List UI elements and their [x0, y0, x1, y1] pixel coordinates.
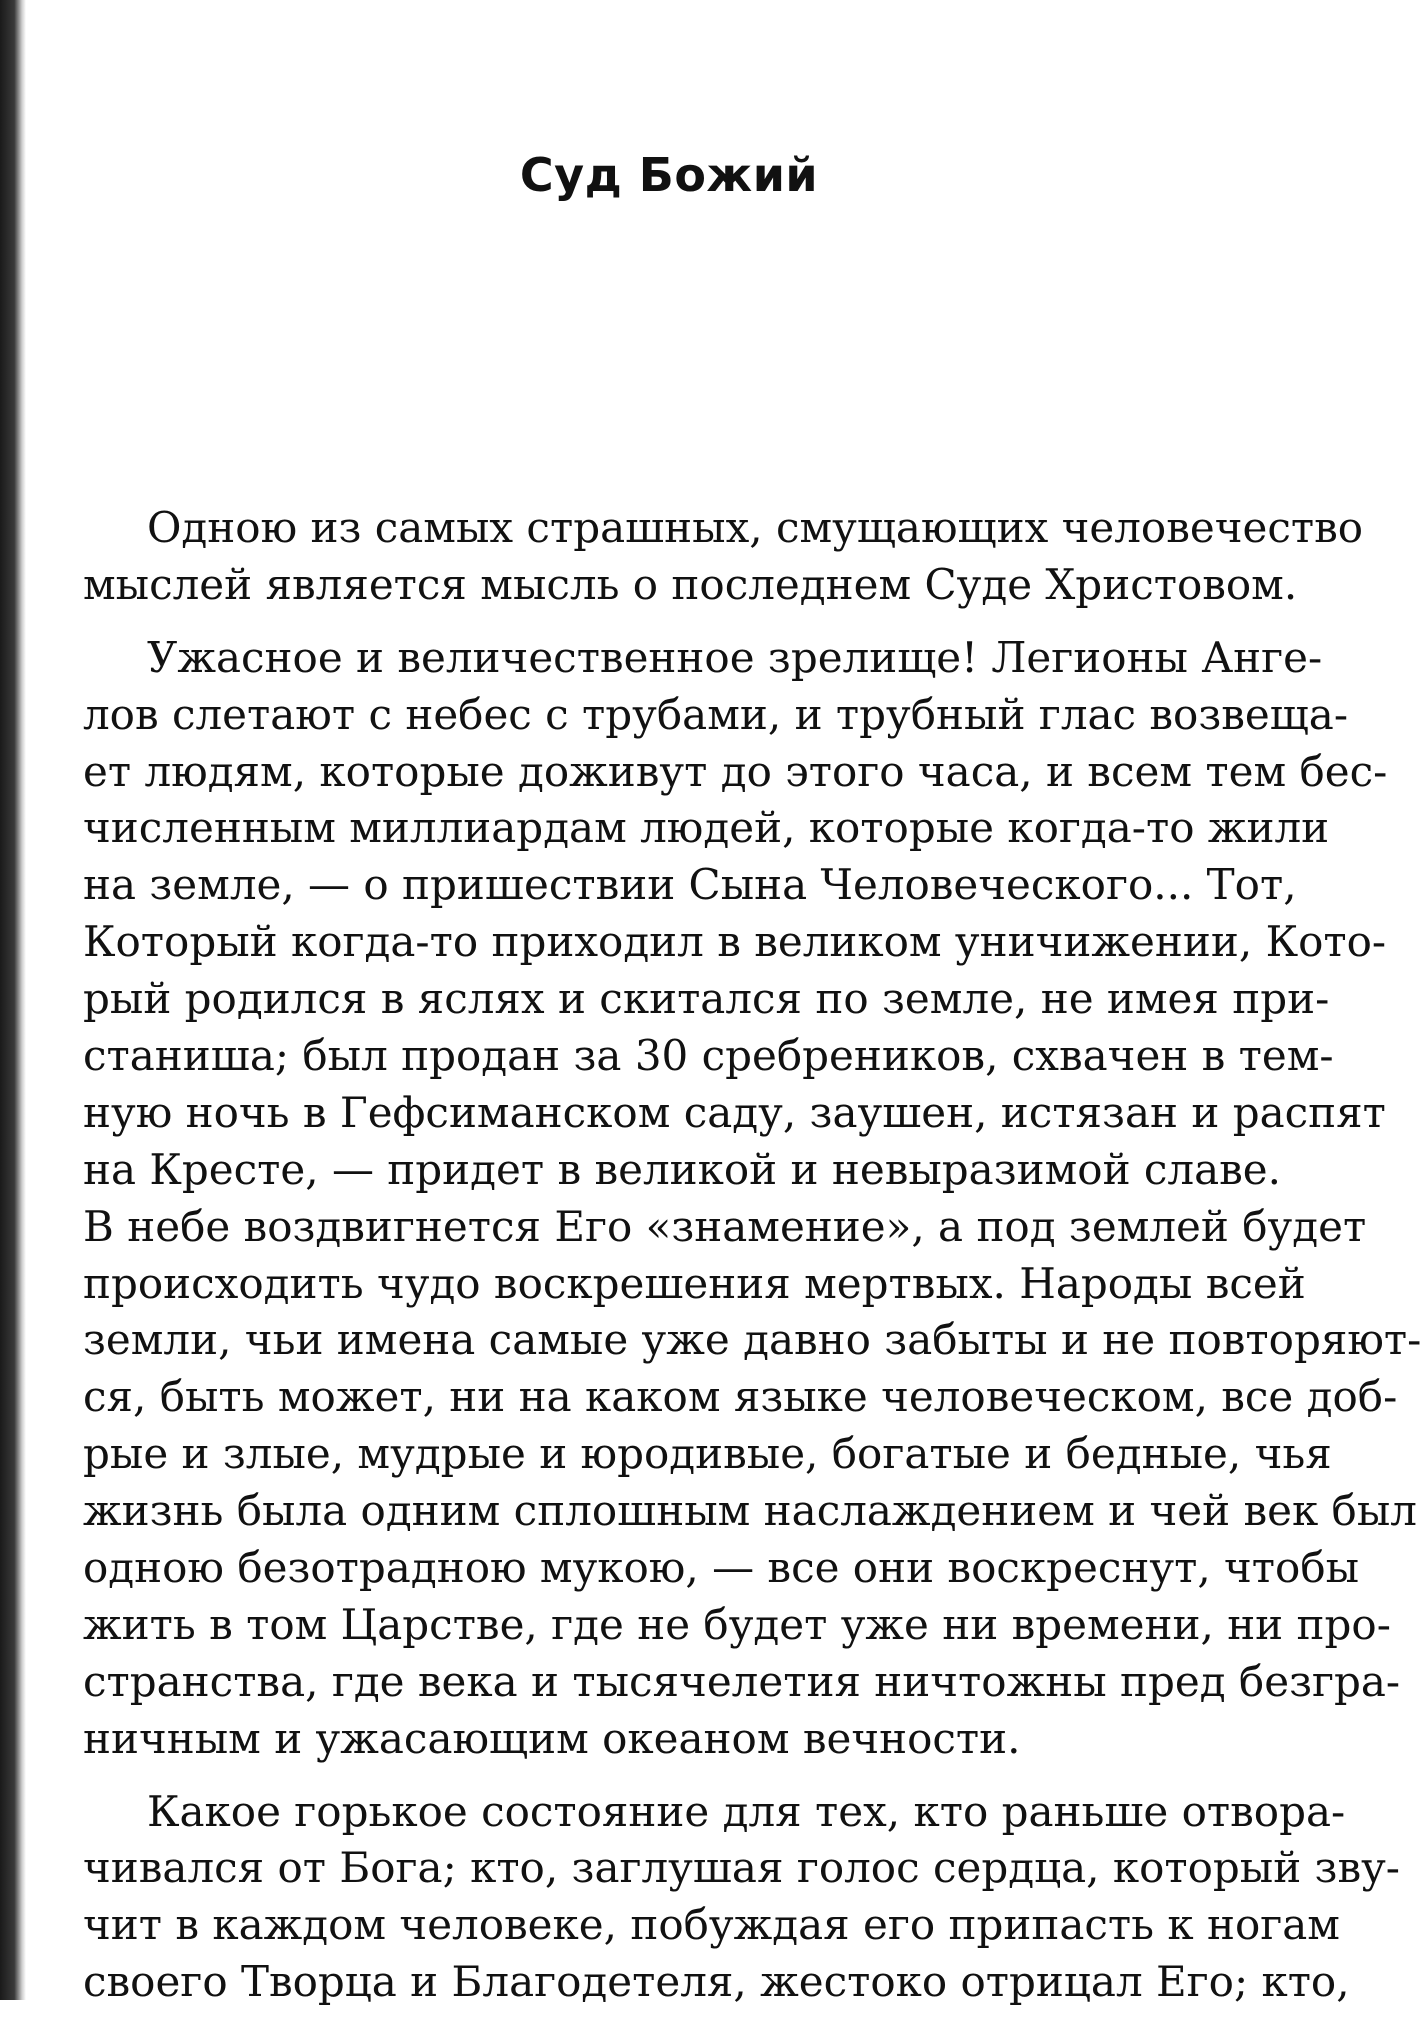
text-line: ет людям, которые доживут до этого часа, и всем тем бес-: [83, 746, 1388, 796]
text-line: на земле, — о пришествии Сына Человеческого... Тот,: [83, 860, 1297, 910]
text-line: рые и злые, мудрые и юродивые, богатые и бедные, чья: [83, 1429, 1332, 1479]
text-line: Какое горькое состояние для тех, кто раньше отвора-: [147, 1786, 1346, 1836]
paragraph: [83, 630, 1421, 1768]
text-line: чит в каждом человеке, побуждая его припасть к ногам: [83, 1900, 1340, 1950]
text-line: рый родился в яслях и скитался по земле, не имея при-: [83, 974, 1330, 1024]
text-line: жизнь была одним сплошным наслаждением и чей век был: [83, 1486, 1417, 1536]
paragraph: [83, 1784, 1400, 2012]
text-line: станиша; был продан за 30 сребреников, схвачен в тем-: [83, 1031, 1334, 1081]
text-line: одною безотрадною мукою, — все они воскреснут, чтобы: [83, 1543, 1360, 1593]
text-line: происходить чудо воскрешения мертвых. Народы всей: [83, 1258, 1306, 1308]
text-line: ничным и ужасающим океаном вечности.: [83, 1713, 1021, 1763]
paragraph: [83, 500, 1364, 614]
text-line: лов слетают с небес с трубами, и трубный глас возвеща-: [83, 689, 1349, 739]
text-line: своего Творца и Благодетеля, жестоко отрицал Его; кто,: [83, 1957, 1350, 2007]
chapter-body: [83, 500, 1421, 2027]
text-line: мыслей является мысль о последнем Суде Христовом.: [83, 559, 1298, 609]
text-line: Который когда-то приходил в великом уничижении, Кото-: [83, 917, 1387, 967]
text-line: ную ночь в Гефсиманском саду, заушен, истязан и распят: [83, 1087, 1386, 1137]
chapter-title: Суд Божий: [519, 148, 819, 202]
text-line: численным миллиардам людей, которые когда-то жили: [83, 803, 1330, 853]
text-line: Ужасное и величественное зрелище! Легионы Анге-: [147, 632, 1323, 682]
text-line: на Кресте, — придет в великой и невыразимой славе.: [83, 1144, 1282, 1194]
text-line: Одною из самых страшных, смущающих человечество: [147, 503, 1364, 552]
text-line: ся, быть может, ни на каком языке человеческом, все доб-: [83, 1372, 1398, 1422]
text-line: чивался от Бога; кто, заглушая голос сердца, который зву-: [83, 1843, 1400, 1893]
page-edge-shadow: [0, 0, 26, 2000]
text-line: жить в том Царстве, где не будет уже ни времени, ни про-: [83, 1599, 1391, 1649]
text-line: земли, чьи имена самые уже давно забыты и не повторяют-: [83, 1315, 1421, 1365]
text-line: В небе воздвигнется Его «знамение», а под землей будет: [83, 1201, 1367, 1251]
text-line: странства, где века и тысячелетия ничтожны пред безгра-: [83, 1656, 1401, 1706]
